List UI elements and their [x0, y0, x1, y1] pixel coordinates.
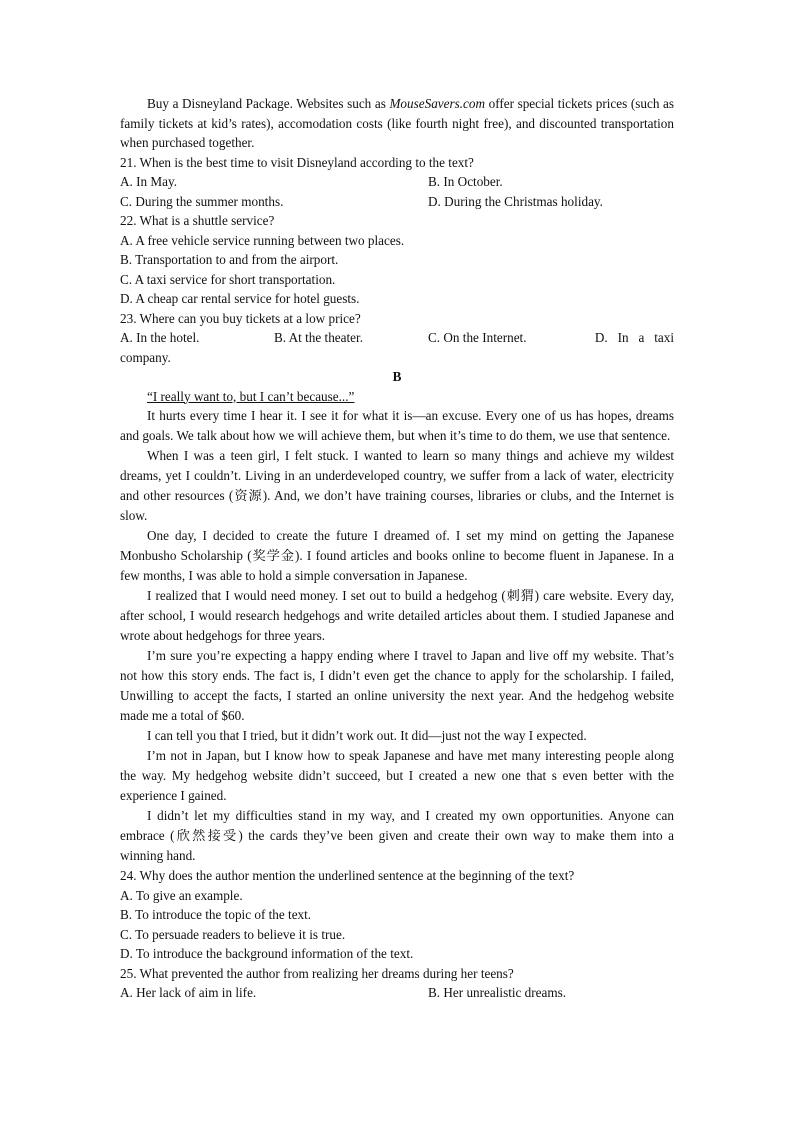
question-23-stem: 23. Where can you buy tickets at a low price?	[120, 310, 361, 326]
option-a: A. Her lack of aim in life.	[120, 985, 257, 1000]
question-21-options-row-1	[120, 172, 674, 192]
option-a: A. To give an example.	[120, 887, 243, 903]
option-b: B. At the theater.	[274, 330, 363, 345]
option-d: D. During the Christmas holiday.	[428, 193, 603, 209]
passage-b-paragraph-4: I realized that I would need money. I set out to build a hedgehog (刺猬) care website. Every day, after school, I would research hedgehogs and write detailed articles about them. I studied Japanese and wrote about hedgehogs for three years.	[120, 588, 674, 643]
passage-b-paragraph-3: One day, I decided to create the future I dreamed of. I set my mind on getting the Japanese Monbusho Scholarship (奖学金). I found articles and books online to become fluent in Japanese. In a few months, I was able to hold a simple conversation in Japanese.	[120, 528, 674, 583]
passage-b-paragraph-7: I’m not in Japan, but I know how to speak Japanese and have met many interesting people along the way. My hedgehog website didn’t succeed, but I created a new one that s even better with the experience I gained.	[120, 748, 674, 803]
option-c: C. On the Internet.	[428, 330, 527, 345]
option-b: B. Transportation to and from the airport.	[120, 252, 339, 267]
option-d-continuation: company.	[120, 349, 171, 365]
option-d: D. A cheap car rental service for hotel guests.	[120, 291, 360, 306]
question-25-options-row-1	[120, 983, 674, 1003]
option-b: B. To introduce the topic of the text.	[120, 907, 312, 922]
underlined-quote	[120, 387, 674, 407]
option-d: D. In a taxi	[594, 330, 674, 345]
option-a: A. A free vehicle service running between two places.	[120, 232, 405, 248]
question-25-stem: 25. What prevented the author from realizing her dreams during her teens?	[120, 965, 514, 981]
website-name: MouseSavers.com	[389, 96, 486, 111]
question-24-stem: 24. Why does the author mention the underlined sentence at the beginning of the text?	[120, 868, 575, 883]
passage-a-final-paragraph	[120, 94, 674, 153]
option-c: C. During the summer months.	[120, 193, 284, 209]
paragraph-text: Buy a Disneyland Package. Websites such as	[147, 96, 390, 111]
passage-b-paragraph-6: I can tell you that I tried, but it didn’t work out. It did—just not the way I expected.	[147, 728, 587, 743]
passage-b-paragraph-8: I didn’t let my difficulties stand in my way, and I created my own opportunities. Anyone can embrace (欣然接受) the cards they’ve been given and create their own way to make them into a winning hand.	[120, 808, 674, 863]
passage-b-paragraph-1: It hurts every time I hear it. I see it for what it is—an excuse. Every one of us has hopes, dreams and goals. We talk about how we will achieve them, but when it’s time to do them, we use that sentence.	[120, 408, 674, 443]
question-21-stem: 21. When is the best time to visit Disneyland according to the text?	[120, 154, 474, 170]
option-d: D. To introduce the background information of the text.	[120, 946, 414, 961]
option-a: A. In May.	[120, 174, 178, 189]
question-21-options-row-2	[120, 192, 674, 212]
option-b: B. Her unrealistic dreams.	[428, 985, 567, 1000]
option-b: B. In October.	[428, 174, 503, 189]
option-a: A. In the hotel.	[120, 330, 200, 345]
question-22-stem: 22. What is a shuttle service?	[120, 213, 275, 228]
option-c: C. To persuade readers to believe it is true.	[120, 926, 346, 942]
exam-page	[120, 94, 674, 1003]
section-b-heading: B	[392, 369, 402, 384]
passage-b-paragraph-2: When I was a teen girl, I felt stuck. I wanted to learn so many things and achieve my wildest dreams, yet I couldn’t. Living in an underdeveloped country, we suffer from a lack of water, electricity and other resources (资源). And, we don’t have training courses, libraries or clubs, and the Internet is slow.	[120, 448, 674, 523]
question-23-options-row	[120, 328, 674, 348]
option-c: C. A taxi service for short transportation.	[120, 271, 336, 287]
paragraph-text: offer special tickets prices (such as family tickets at kid’s rates), accomodation costs (like fourth night free), and discounted transportation when purchased together.	[120, 96, 674, 150]
quote-text: “I really want to, but I can’t because...”	[147, 388, 355, 404]
passage-b-paragraph-5: I’m sure you’re expecting a happy ending where I travel to Japan and live off my website. That’s not how this story ends. The fact is, I didn’t even get the chance to apply for the scholarship. I failed, Unwilling to accept the facts, I started an online university the next year. And the hedgehog website made me a total of $60.	[120, 648, 674, 723]
